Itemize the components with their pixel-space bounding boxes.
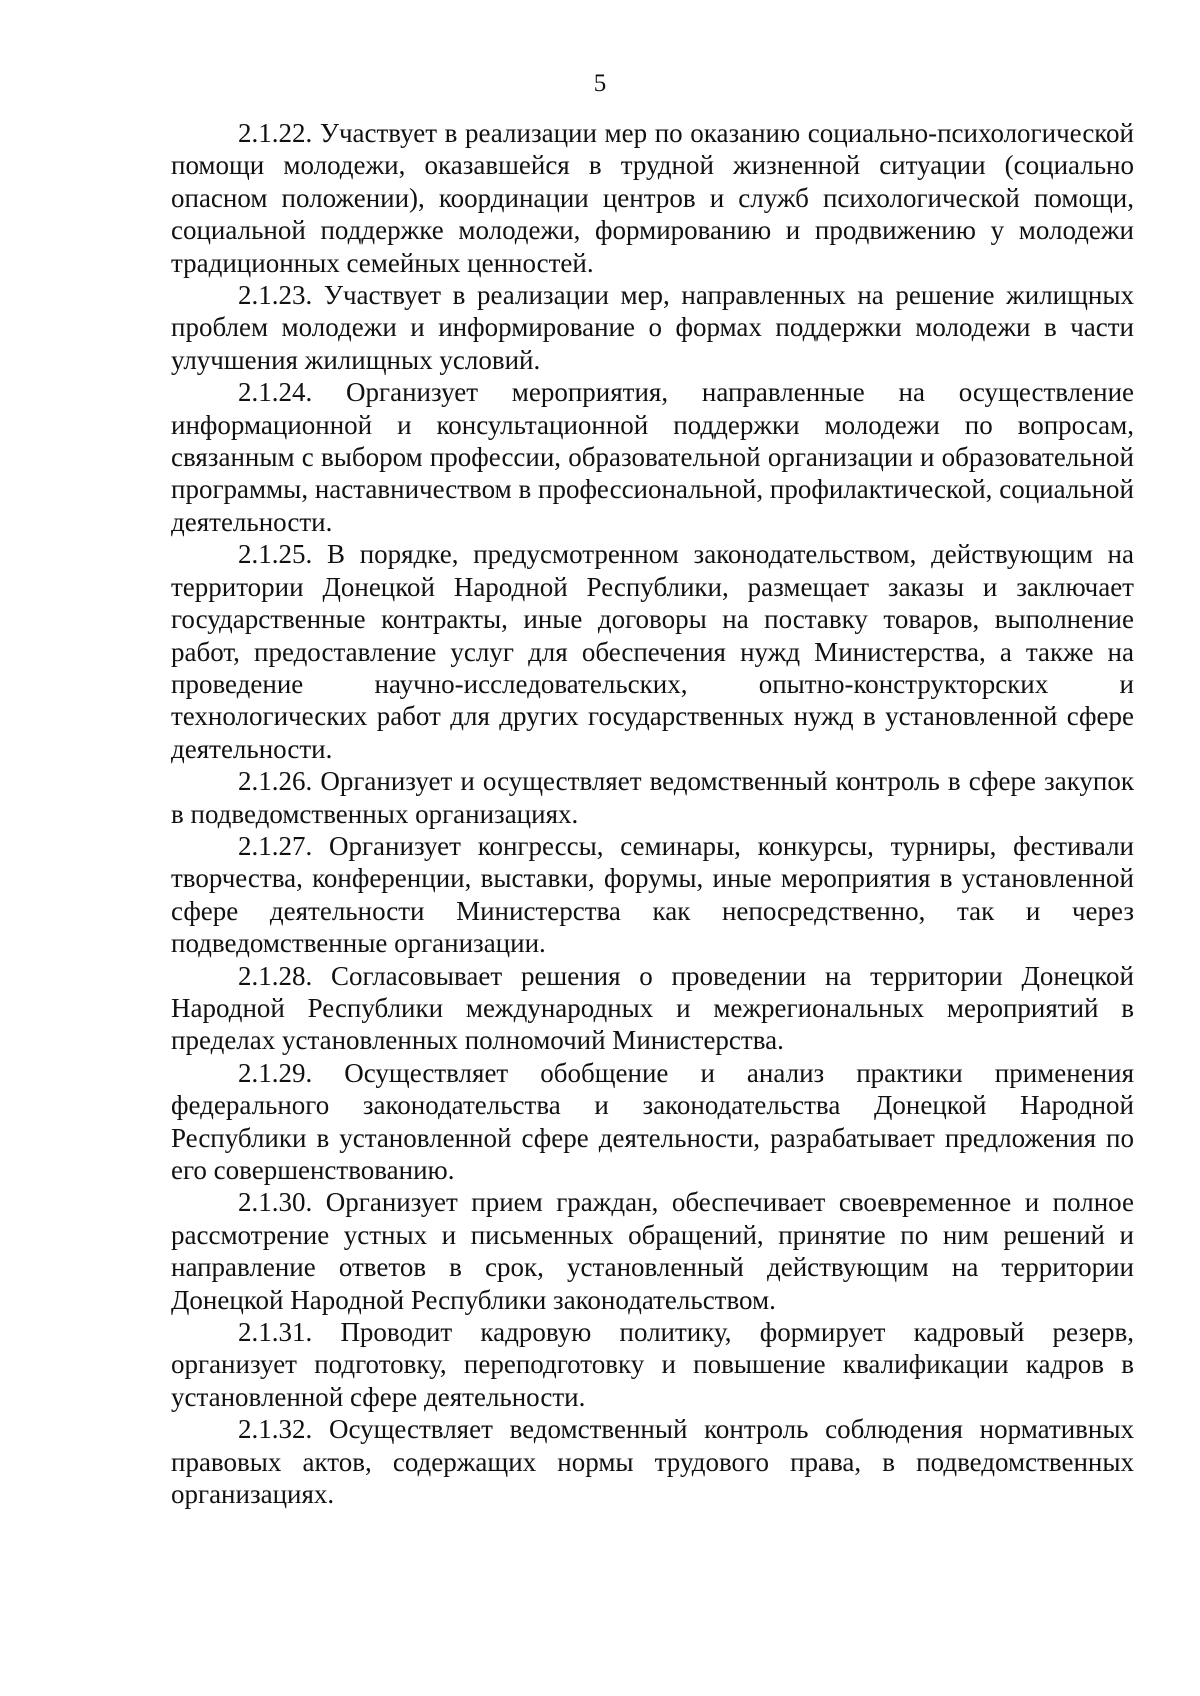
paragraph-2-1-27 xyxy=(171,830,1134,960)
paragraph-text: Организует и осуществляет ведомственный контроль в сфере закупок в подведомственных организациях. xyxy=(171,766,1134,829)
paragraph-text: Участвует в реализации мер, направленных на решение жилищных проблем молодежи и информирование о формах поддержки молодежи в части улучшения жилищных условий. xyxy=(171,280,1134,375)
paragraph-2-1-23 xyxy=(171,279,1134,376)
paragraph-text: Организует мероприятия, направленные на осуществление информационной и консультационной поддержки молодежи по вопросам, связанным с выбором профессии, образовательной организации и образовательной программы, наставничеством в профессиональной, профилактической, социальной деятельности. xyxy=(171,377,1134,537)
paragraph-number: 2.1.23. xyxy=(238,280,313,311)
document-body xyxy=(171,117,1134,1510)
paragraph-2-1-22 xyxy=(171,117,1134,279)
paragraph-number: 2.1.25. xyxy=(238,539,313,570)
paragraph-2-1-25 xyxy=(171,538,1134,765)
paragraph-2-1-30 xyxy=(171,1186,1134,1316)
paragraph-text: Организует прием граждан, обеспечивает своевременное и полное рассмотрение устных и письменных обращений, принятие по ним решений и направление ответов в срок, установленный действующим на территории Донецкой Народной Республики законодательством. xyxy=(171,1187,1134,1315)
paragraph-2-1-24 xyxy=(171,376,1134,538)
paragraph-text: Организует конгрессы, семинары, конкурсы, турниры, фестивали творчества, конференции, выставки, форумы, иные мероприятия в установленной сфере деятельности Министерства как непосредственно, так и через подведомственные организации. xyxy=(171,830,1134,959)
paragraph-number: 2.1.27. xyxy=(238,830,313,861)
paragraph-number: 2.1.30. xyxy=(238,1187,313,1218)
paragraph-text: Согласовывает решения о проведении на территории Донецкой Народной Республики международных и межрегиональных мероприятий в пределах установленных полномочий Министерства. xyxy=(171,960,1134,1056)
paragraph-2-1-26 xyxy=(171,765,1134,830)
paragraph-text: В порядке, предусмотренном законодательством, действующим на территории Донецкой Народной Республики, размещает заказы и заключает государственные контракты, иные договоры на поставку товаров, выполнение работ, предоставление услуг для обеспечения нужд Министерства, а также на проведение научно-исследовательских, опытно-конструкторских и технологических работ для других государственных нужд в установленной сфере деятельности. xyxy=(171,539,1134,764)
paragraph-text: Осуществляет ведомственный контроль соблюдения нормативных правовых актов, содержащих нормы трудового права, в подведомственных организациях. xyxy=(171,1414,1134,1510)
paragraph-2-1-28 xyxy=(171,960,1134,1057)
paragraph-2-1-29 xyxy=(171,1057,1134,1187)
page-number: 5 xyxy=(593,70,607,97)
paragraph-2-1-32 xyxy=(171,1413,1134,1510)
paragraph-number: 2.1.32. xyxy=(238,1414,313,1445)
paragraph-text: Осуществляет обобщение и анализ практики применения федерального законодательства и законодательства Донецкой Народной Республики в установленной сфере деятельности, разрабатывает предложения по его совершенствованию. xyxy=(171,1057,1134,1185)
paragraph-text: Участвует в реализации мер по оказанию социально-психологической помощи молодежи, оказавшейся в трудной жизненной ситуации (социально опасном положении), координации центров и служб психологической помощи, социальной поддержке молодежи, формированию и продвижению у молодежи традиционных семейных ценностей. xyxy=(171,118,1134,278)
paragraph-number: 2.1.31. xyxy=(238,1317,313,1348)
paragraph-number: 2.1.29. xyxy=(238,1057,313,1088)
paragraph-number: 2.1.26. xyxy=(238,766,313,797)
paragraph-text: Проводит кадровую политику, формирует кадровый резерв, организует подготовку, переподготовку и повышение квалификации кадров в установленной сфере деятельности. xyxy=(171,1317,1135,1412)
paragraph-number: 2.1.24. xyxy=(238,377,313,408)
paragraph-number: 2.1.22. xyxy=(238,118,313,148)
paragraph-2-1-31 xyxy=(171,1316,1134,1413)
paragraph-number: 2.1.28. xyxy=(238,960,313,991)
